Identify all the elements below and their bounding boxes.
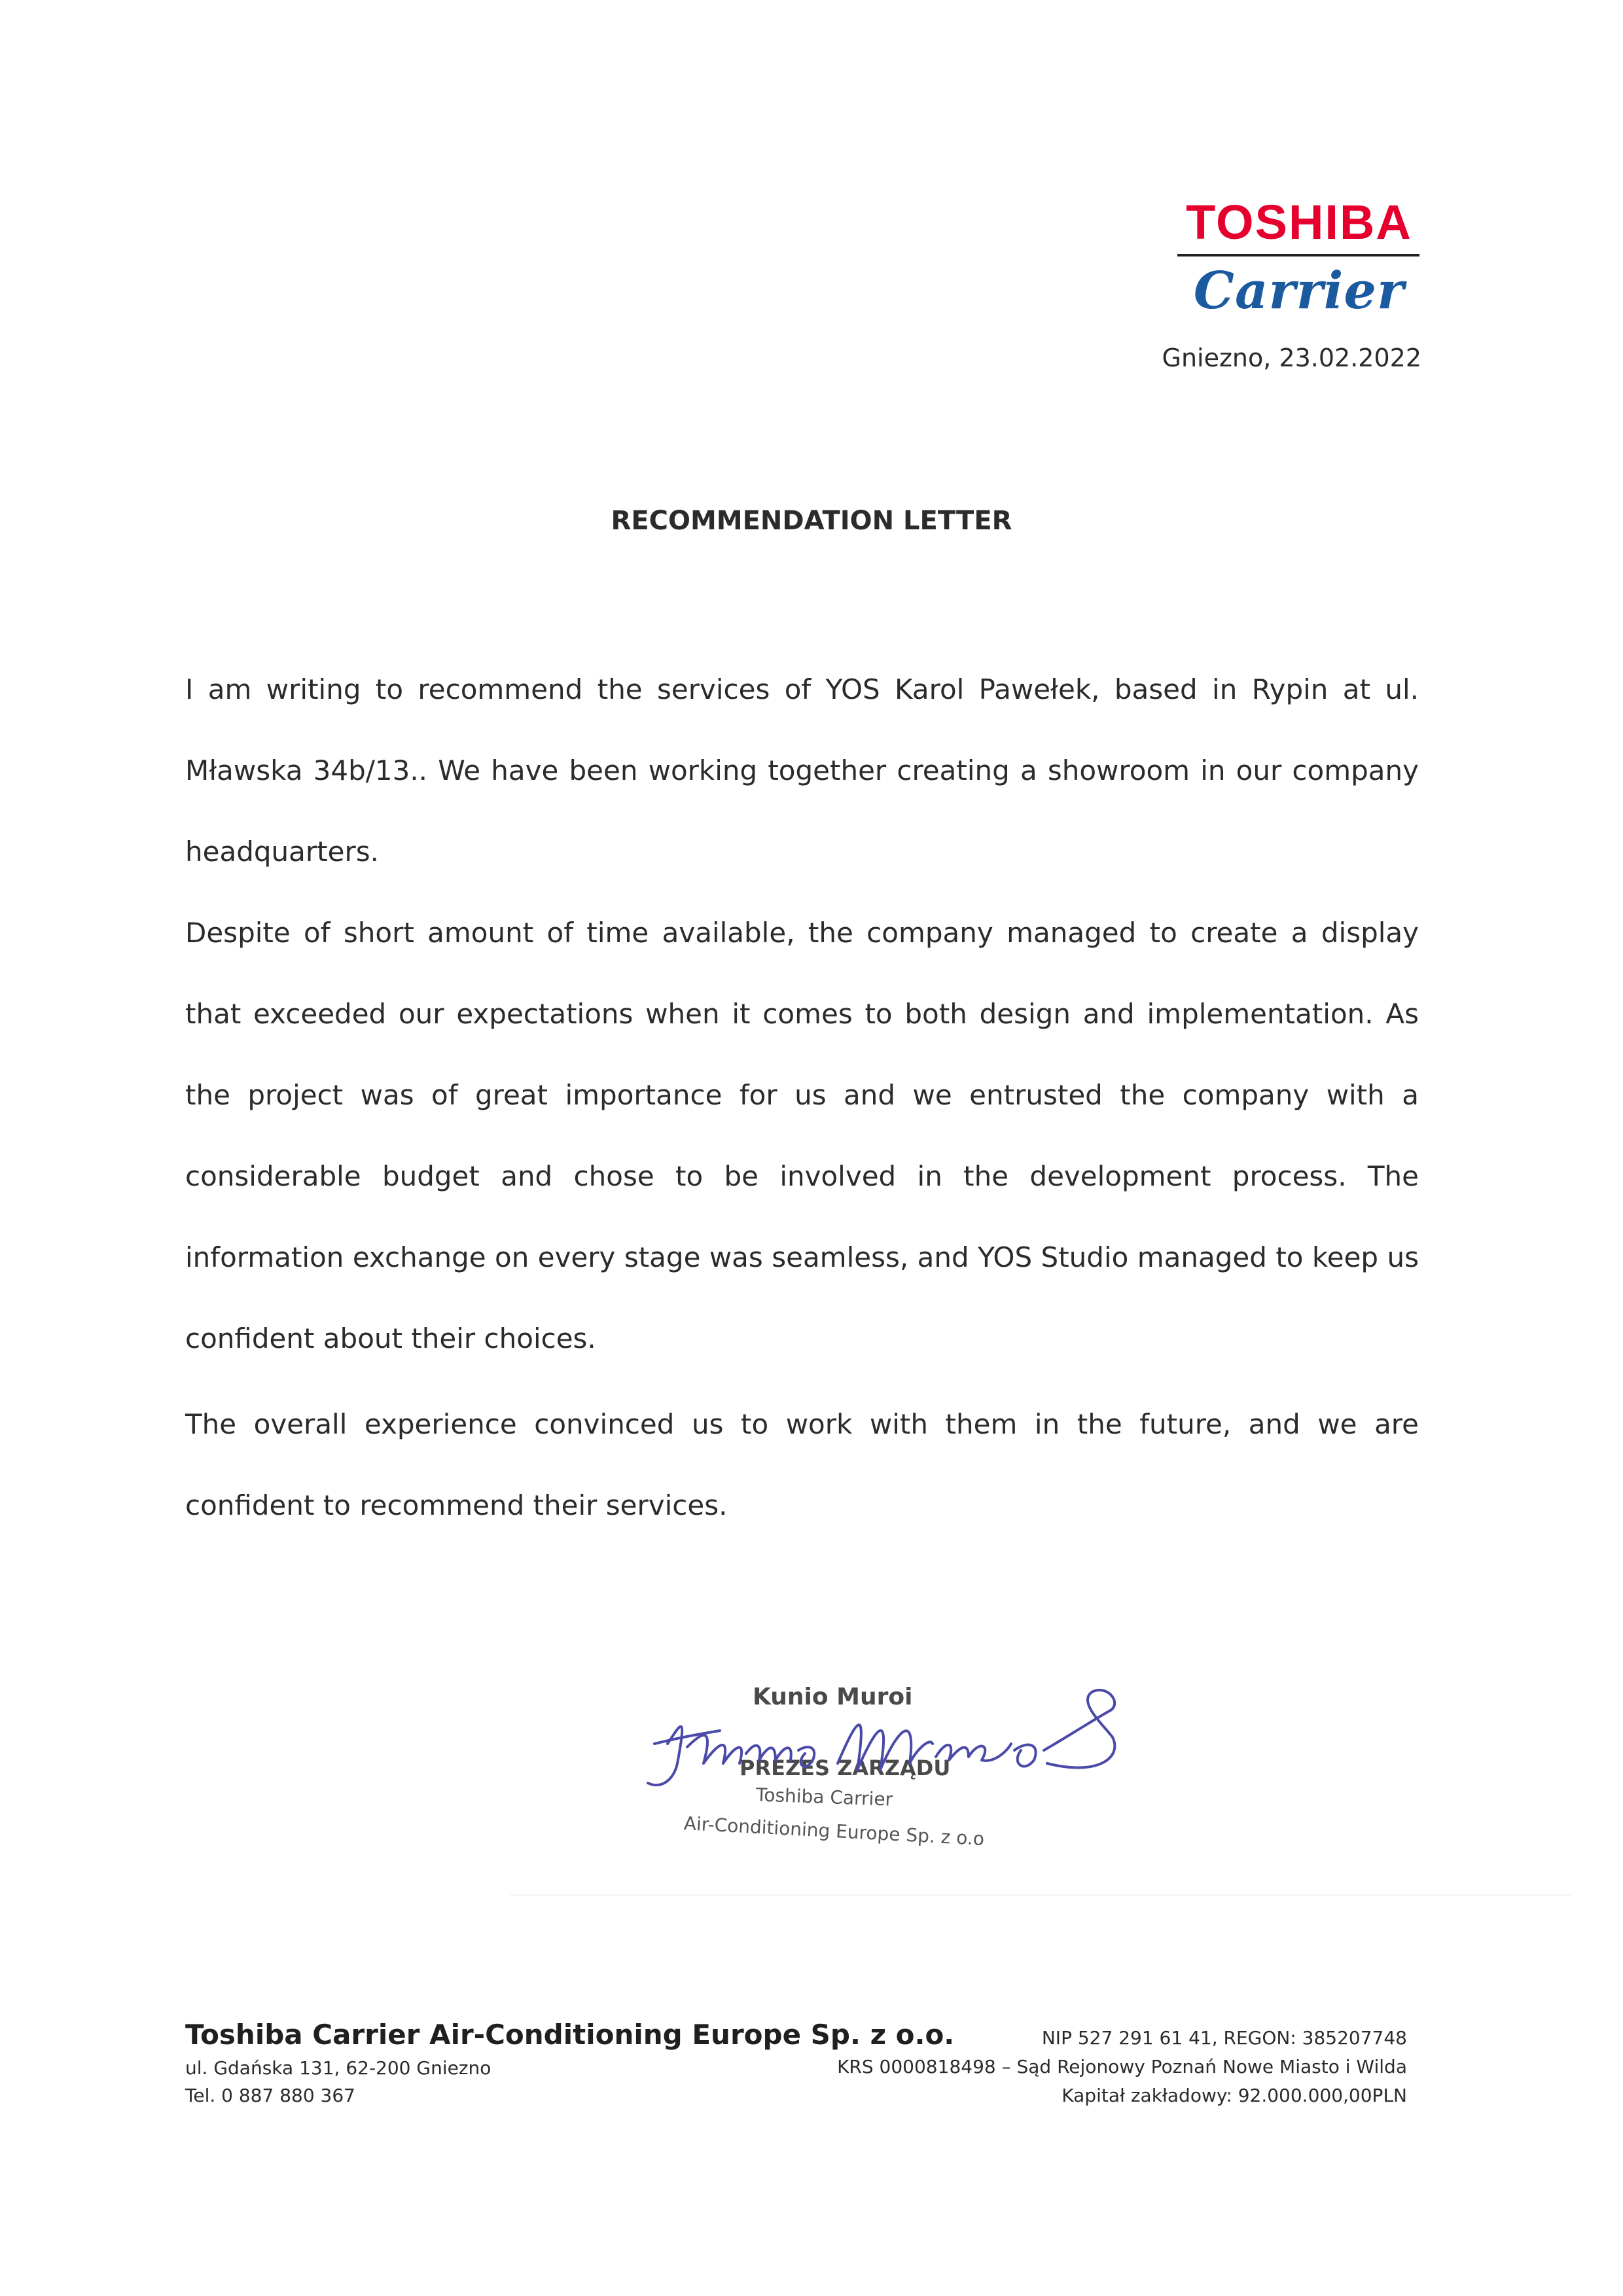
footer-contact [185,2055,491,2110]
company-logo [1175,196,1423,327]
signature-stamp [641,1665,1139,1848]
footer-nip-regon: NIP 527 291 61 41, REGON: 385207748 [1041,2027,1407,2049]
footer-phone: Tel. 0 887 880 367 [185,2085,355,2106]
stamp-role: PREZES ZARZĄDU [740,1756,951,1780]
footer-krs: KRS 0000818498 – Sąd Rejonowy Poznań Nowe Miasto i Wilda [837,2056,1407,2077]
footer-registration [837,2024,1407,2110]
body-paragraph: I am writing to recommend the services of YOS Karol Pawełek, based in Rypin at ul. Mławska 34b/13.. We have been working together creating a showroom in our company headquarters. [185,673,1419,868]
stamp-name: Kunio Muroi [753,1684,913,1710]
logo-carrier-text: Carrier [1193,261,1405,321]
footer-divider [510,1894,1571,1896]
footer-company-name: Toshiba Carrier Air-Conditioning Europe Sp. z o.o. [185,2019,955,2051]
letter-date: Gniezno, 23.02.2022 [1162,344,1421,372]
footer-address: ul. Gdańska 131, 62-200 Gniezno [185,2057,491,2079]
body-paragraph: The overall experience convinced us to work with them in the future, and we are confident to recommend their services. [185,1408,1419,1521]
handwritten-signature [641,1665,1139,1848]
body-paragraph: Despite of short amount of time available, the company managed to create a display that exceeded our expectations when it comes to both design and implementation. As the project was of great importance for us and we entrusted the company with a considerable budget and chose to be involved in the development process. The information exchange on every stage was seamless, and YOS Studio managed to keep us confident about their choices. [185,917,1419,1354]
logo-toshiba-text: TOSHIBA [1186,195,1412,249]
footer-capital: Kapitał zakładowy: 92.000.000,00PLN [1061,2085,1407,2106]
stamp-organization-line: Toshiba Carrier [755,1784,893,1810]
letter-title: RECOMMENDATION LETTER [611,506,1012,536]
stamp-organization-line: Air-Conditioning Europe Sp. z o.o [683,1812,985,1850]
